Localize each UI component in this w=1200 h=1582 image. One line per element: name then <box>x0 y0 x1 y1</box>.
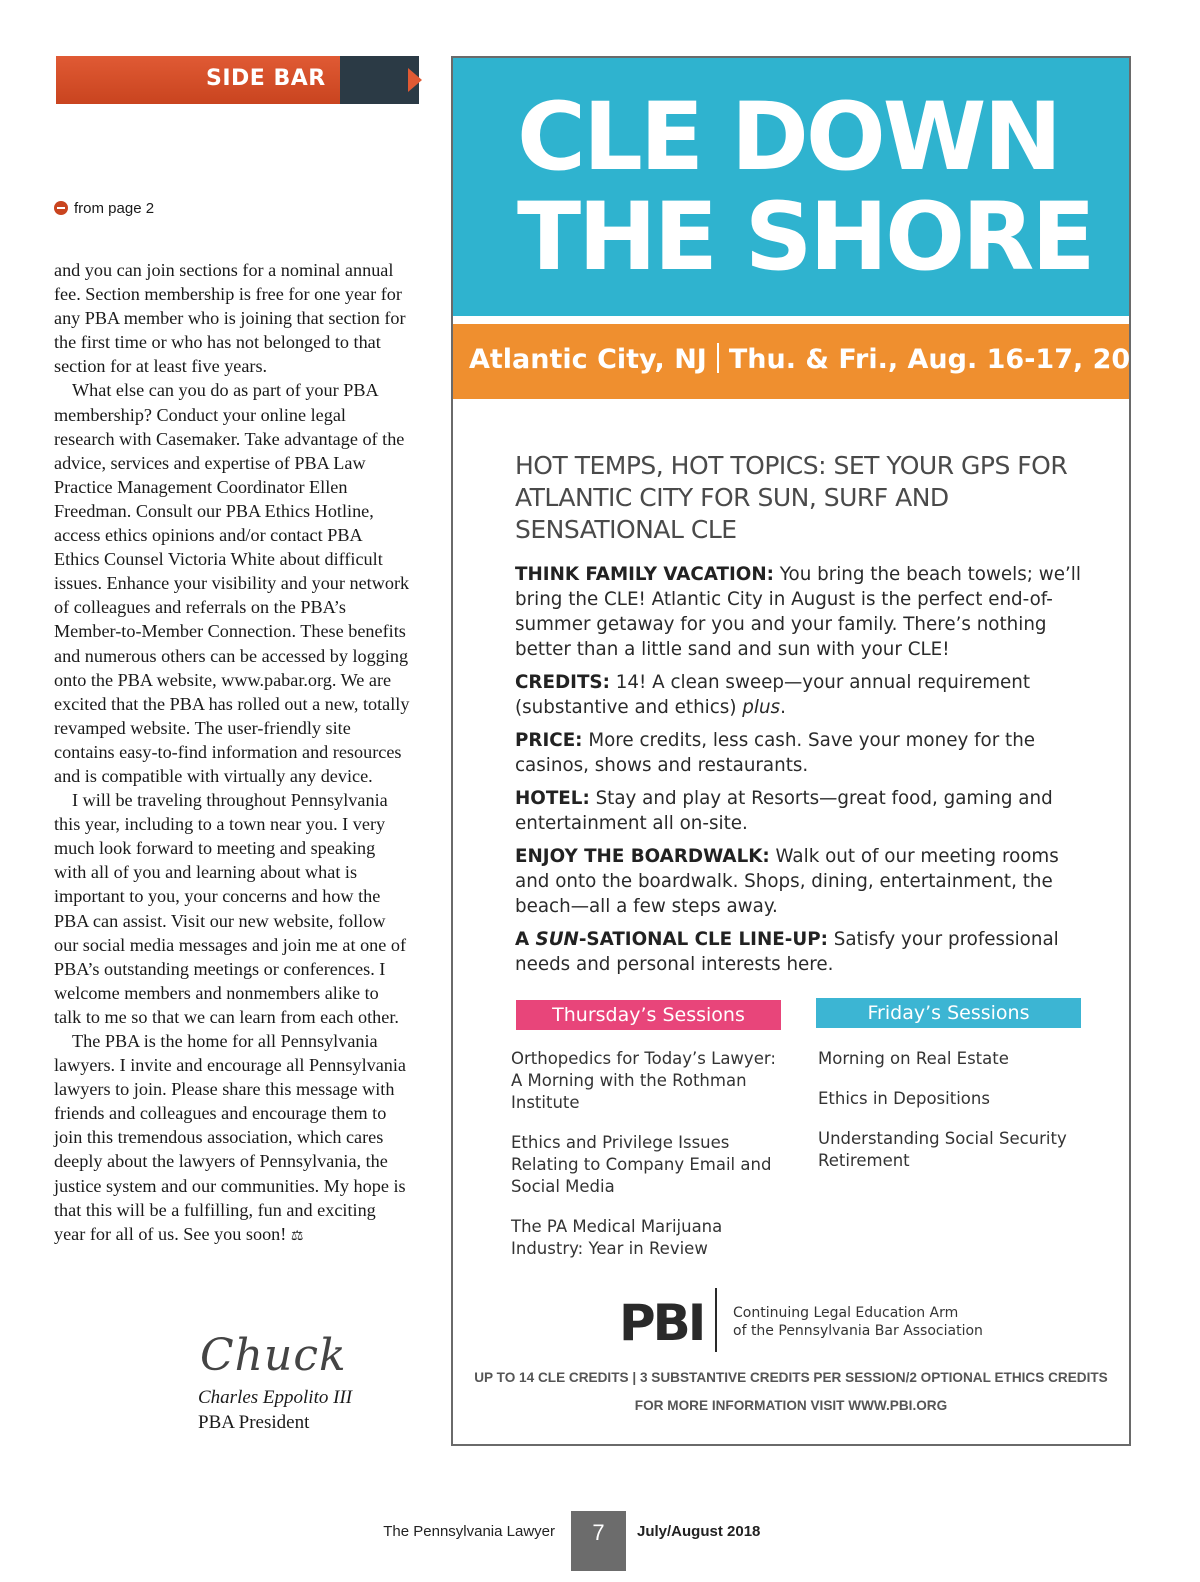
ad-title-line-1: CLE DOWN <box>517 83 1060 192</box>
feature-label-pre: A <box>515 929 530 950</box>
signer-title: PBA President <box>198 1412 310 1433</box>
feature-item <box>515 927 1095 977</box>
article-paragraph-3: I will be traveling throughout Pennsylvania this year, including to a town near you. I very much look forward to meeting and speaking with all of you and learning about what is important to you, your concerns and how the PBA can assist. Visit our new website, follow our social media messages and join me at one of PBA’s outstanding meetings or conferences. I welcome members and nonmembers alike to talk to me so that we can learn from each other. <box>54 790 407 1027</box>
event-dates: Thu. & Fri., Aug. 16-17, 2018 <box>728 344 1168 375</box>
feature-text: Stay and play at Resorts—great food, gaming and entertainment all on-site. <box>515 788 1053 834</box>
article-paragraph-1: and you can join sections for a nominal annual fee. Section membership is free for one year for any PBA member who is joining that section for the first time or who has not belonged to that section for at least five years. <box>54 260 406 377</box>
article-paragraph-4-text: The PBA is the home for all Pennsylvania lawyers. I invite and encourage all Pennsylvania lawyers to join. Please share this message with friends and colleagues and encourage them to join this tremendous association, which cares deeply about the lawyers of Pennsylvania, the justice system and our communities. My hope is that this will be a fulfilling, fun and exciting year for all of us. See you soon! <box>54 1031 407 1244</box>
feature-item <box>515 562 1095 662</box>
feature-label <box>515 929 828 950</box>
divider <box>717 343 719 373</box>
credits-info: UP TO 14 CLE CREDITS | 3 SUBSTANTIVE CREDITS PER SESSION/2 OPTIONAL ETHICS CREDITS <box>474 1370 1108 1385</box>
side-bar-banner <box>56 56 419 104</box>
feature-label: THINK FAMILY VACATION: <box>515 564 774 585</box>
feature-item <box>515 786 1095 836</box>
feature-emphasis: plus <box>742 697 781 718</box>
arrow-circle-icon <box>54 201 68 215</box>
pbi-description <box>733 1304 983 1340</box>
logo-divider <box>715 1288 717 1352</box>
ad-headline: HOT TEMPS, HOT TOPICS: SET YOUR GPS FOR ATLANTIC CITY FOR SUN, SURF AND SENSATIONAL CLE <box>515 451 1068 544</box>
feature-label: PRICE: <box>515 730 583 751</box>
ad-features <box>515 562 1095 985</box>
thursday-sessions-heading: Thursday’s Sessions <box>516 1000 781 1030</box>
ad-title <box>517 83 1093 292</box>
cle-advertisement <box>451 56 1168 1446</box>
feature-text: You bring the beach towels; we’ll bring the CLE! Atlantic City in August is the perfect end-of-summer getaway for you and your family. There’s nothing better than a little sand and sun with your CLE! <box>515 564 1081 660</box>
from-page-text: from page 2 <box>74 200 155 217</box>
friday-sessions-list <box>818 1048 1098 1190</box>
event-location-dates <box>469 343 1168 375</box>
thursday-sessions-list <box>511 1048 791 1278</box>
session-item: Orthopedics for Today’s Lawyer: A Morning with the Rothman Institute <box>511 1049 776 1112</box>
session-item: Understanding Social Security Retirement <box>818 1129 1067 1170</box>
session-item: Ethics and Privilege Issues Relating to Company Email and Social Media <box>511 1133 772 1196</box>
feature-label: HOTEL: <box>515 788 590 809</box>
feature-label-post: -SATIONAL CLE LINE-UP: <box>578 929 828 950</box>
more-info-link[interactable]: FOR MORE INFORMATION VISIT WWW.PBI.ORG <box>634 1398 948 1413</box>
feature-text: More credits, less cash. Save your money for the casinos, shows and restaurants. <box>515 730 1036 776</box>
session-item: Ethics in Depositions <box>818 1089 990 1108</box>
feature-label: CREDITS: <box>515 672 610 693</box>
session-item: Morning on Real Estate <box>818 1049 1009 1068</box>
feature-item <box>515 670 1095 720</box>
feature-text: 14! A clean sweep—your annual requirement (substantive and ethics) <box>515 672 1031 718</box>
feature-text: Walk out of our meeting rooms and onto the boardwalk. Shops, dining, entertainment, the beach—all a few steps away. <box>515 846 1059 917</box>
session-item: The PA Medical Marijuana Industry: Year in Review <box>511 1217 723 1258</box>
signature: Chuck <box>200 1330 347 1381</box>
ad-title-line-2: THE SHORE <box>517 183 1093 292</box>
ad-title-band <box>453 58 1129 316</box>
article-paragraph-4 <box>54 1029 410 1249</box>
pbi-line-2: of the Pennsylvania Bar Association <box>733 1323 983 1339</box>
feature-label-emphasis: SUN <box>535 929 579 950</box>
pbi-line-1: Continuing Legal Education Arm <box>733 1305 959 1321</box>
feature-tail: . <box>780 697 786 718</box>
article-body <box>54 258 410 1249</box>
feature-label: ENJOY THE BOARDWALK: <box>515 846 770 867</box>
feature-item <box>515 728 1095 778</box>
friday-sessions-heading: Friday’s Sessions <box>816 998 1081 1028</box>
signer-name: Charles Eppolito III <box>198 1387 353 1408</box>
ad-location-band <box>453 324 1168 399</box>
event-location: Atlantic City, NJ <box>469 344 707 375</box>
page-number: 7 <box>571 1511 626 1571</box>
publication-name: The Pennsylvania Lawyer <box>383 1523 555 1540</box>
pbi-logo: PBI <box>619 1294 704 1352</box>
feature-item <box>515 844 1095 919</box>
issue-date: July/August 2018 <box>637 1523 761 1540</box>
side-bar-label: SIDE BAR <box>206 66 326 91</box>
article-paragraph-2: What else can you do as part of your PBA membership? Conduct your online legal research with Casemaker. Take advantage of the advice, services and expertise of PBA Law Practice Management Coordinator Ellen Freedman. Consult our PBA Ethics Hotline, access ethics opinions and/or contact PBA Ethics Counsel Victoria White about difficult issues. Enhance your visibility and your network of colleagues and referrals on the PBA’s Member-to-Member Connection. These benefits and numerous others can be accessed by logging onto the PBA website, www.pabar.org. We are excited that the PBA has rolled out a new, totally revamped website. The user-friendly site contains easy-to-find information and resources and is compatible with virtually any device. <box>54 380 410 786</box>
feature-text: Satisfy your professional needs and personal interests here. <box>515 929 1059 975</box>
continued-from-link[interactable] <box>54 200 154 217</box>
play-arrow-icon <box>408 68 422 92</box>
scales-of-justice-icon: ⚖ <box>290 1228 304 1244</box>
